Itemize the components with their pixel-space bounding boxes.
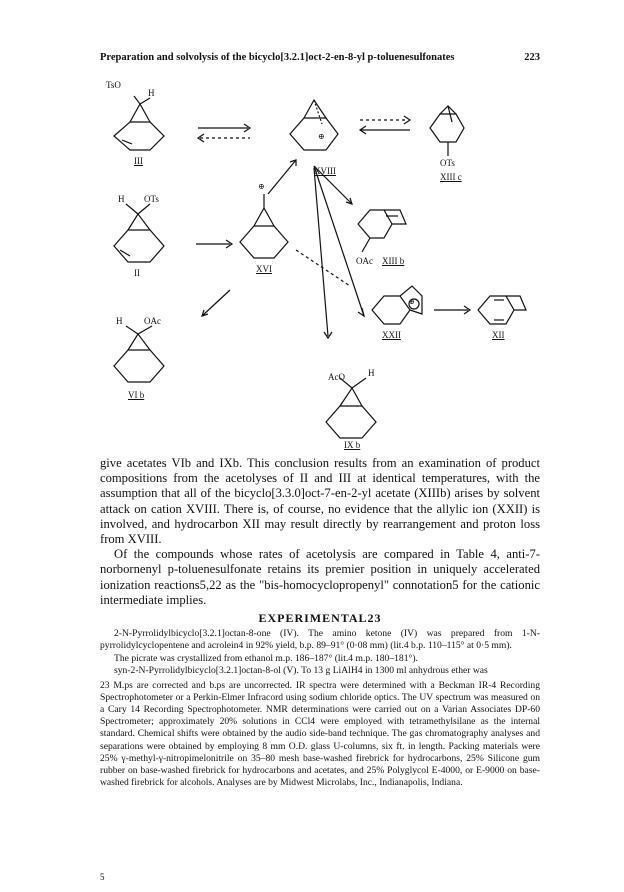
structure-XIIIc (430, 106, 464, 156)
label-XVIII: XVIII (314, 166, 336, 176)
structure-XVIII (290, 100, 338, 150)
label-XII: XII (492, 330, 505, 340)
label-OTs-II: OTs (144, 194, 159, 204)
paragraph-1: give acetates VIb and IXb. This conclusion results from an examination of product compositions from the acetolyses of II and III at identical temperatures, with the assumption that all of the bicyclo[3.3.0]oct-7-en-2-yl acetate (XIIIb) arises by solvent attack on cation XVIII. There is, of course, no evidence that the allylic ion (XXII) is involved, and hydrocarbon XII may result directly by rearrangement and proton loss from XVIII. (100, 456, 540, 547)
main-text (100, 456, 540, 789)
structure-XII (478, 296, 526, 324)
structure-III (114, 96, 164, 150)
label-H: H (148, 88, 155, 98)
arrow-II-XVI (196, 240, 232, 248)
experimental-paragraph-3: syn-2-N-Pyrrolidylbicyclo[3.2.1]octan-8-ol (V). To 13 g LiAlH4 in 1300 ml anhydrous ether was (114, 665, 488, 677)
page-footer-number: 5 (100, 872, 105, 882)
structure-XVI (240, 194, 288, 258)
arrows-XVIII-products (296, 166, 364, 338)
label-IXb: IX b (344, 440, 361, 450)
label-plus-XXII: ⊕ (409, 298, 415, 306)
label-plus-XVIII: ⊕ (318, 132, 325, 141)
label-VIb: VI b (128, 390, 145, 400)
label-OTs-XIIIc: OTs (440, 158, 455, 168)
structure-XIIIb (358, 210, 406, 252)
experimental-heading: EXPERIMENTAL23 (258, 611, 382, 626)
arrow-XVI-VIb (202, 290, 230, 316)
arrow-XVI-XVIII (268, 160, 296, 194)
label-III: III (134, 156, 143, 166)
structure-IXb (326, 378, 376, 438)
arrow-XVIII-XIIIc (360, 116, 410, 134)
arrow-III-XVIII (198, 124, 250, 142)
page-number: 223 (524, 52, 540, 63)
reaction-scheme (100, 76, 540, 452)
running-header (100, 52, 540, 68)
label-OAc-VIb: OAc (144, 316, 161, 326)
label-H-IXb: H (368, 368, 375, 378)
label-OAc-XIIIb: OAc (356, 256, 373, 266)
structure-II (114, 204, 164, 262)
label-II: II (134, 268, 140, 278)
running-title: Preparation and solvolysis of the bicyclo[3.2.1]oct-2-en-8-yl p-toluenesulfonates (100, 52, 455, 63)
label-XIIIc: XIII c (440, 172, 462, 182)
label-XXII: XXII (382, 330, 401, 340)
structure-VIb (114, 326, 164, 382)
footnote-23: 23 M.ps are corrected and b.ps are uncorrected. IR spectra were determined with a Beckman IR-4 Recording Spectrophotometer or a Perkin-Elmer Infracord using sodium chloride optics. The UV spectrum was measured on a Cary 14 Recording Spectrophotometer. NMR determinations were carried out on a Varian Associates DP-60 Spectrometer; approximately 20% solutions in CCl4 were employed with tetramethylsilane as the internal standard. Chemical shifts were obtained by the audio side-band technique. The gas chromatography analyses and separations were obtained by employing 8 mm O.D. glass U-columns, six ft. in length. Packing materials were 25% γ-methyl-γ-nitropimelonitrile on 35–80 mesh base-washed firebrick for hydrocarbons, 25% Silicone gum rubber on base-washed firebrick for hydrocarbons and acetates, and 25% Polyglycol E-4000, or E-9000 on base-washed firebrick for alcohols. Analyses are by Midwest Microlabs, Inc., Indianapolis, Indiana. (100, 679, 540, 789)
paragraph-2: Of the compounds whose rates of acetolysis are compared in Table 4, anti-7-norbornenyl p-toluenesulfonate retains its premier position in uniquely accelerated ionization reactions5,22 as the "bis-homocyclopropenyl" connotation5 for the cationic intermediate implies. (100, 547, 540, 607)
label-AcO: AcO (328, 372, 345, 382)
label-H-VIb: H (116, 316, 123, 326)
label-plus-XVI: ⊕ (258, 182, 265, 191)
experimental-paragraph-2: The picrate was crystallized from ethanol m.p. 186–187° (lit.4 m.p. 180–181°). (114, 652, 418, 664)
label-TsO: TsO (106, 80, 121, 90)
experimental-paragraph-1: 2-N-Pyrrolidylbicyclo[3.2.1]octan-8-one (IV). The amino ketone (IV) was prepared from 1-N-pyrrolidylcyclopentene and acrolein4 in 92% yield, b.p. 89–91° (0·08 mm) (lit.4 b.p. 110–115° at 0·5 mm). (100, 628, 540, 652)
label-XIIIb: XIII b (382, 256, 405, 266)
label-H-II: H (118, 194, 125, 204)
arrow-XXII-XII (434, 306, 470, 314)
label-XVI: XVI (256, 264, 272, 274)
